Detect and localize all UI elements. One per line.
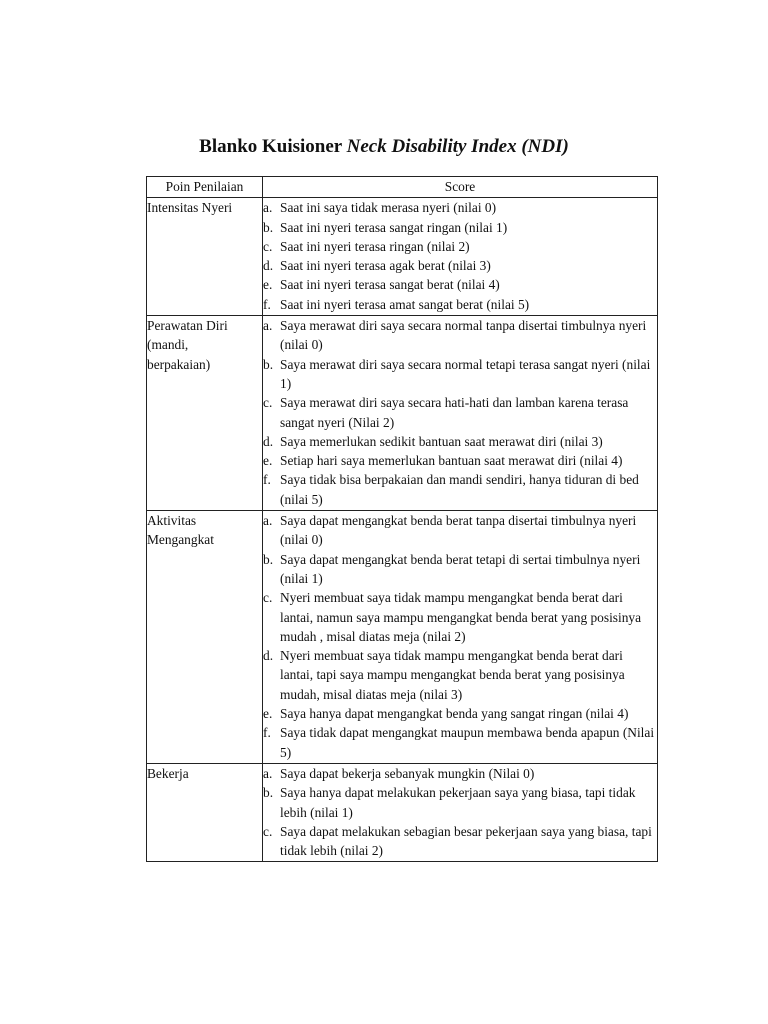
option-marker: d. xyxy=(263,648,274,664)
option-text: Saya merawat diri saya secara hati-hati dan lamban karena terasa sangat nyeri (Nilai 2) xyxy=(280,395,629,430)
table-row xyxy=(147,511,658,764)
table-row xyxy=(147,198,658,316)
list-item xyxy=(263,237,657,256)
option-marker: e. xyxy=(263,453,273,469)
list-item xyxy=(263,646,657,704)
section-label-line: Perawatan Diri xyxy=(147,318,228,334)
option-text: Saya tidak bisa berpakaian dan mandi sendiri, hanya tiduran di bed (nilai 5) xyxy=(280,472,639,507)
option-text: Saya merawat diri saya secara normal tanpa disertai timbulnya nyeri (nilai 0) xyxy=(280,318,647,353)
option-marker: b. xyxy=(263,219,274,235)
section-options xyxy=(263,198,658,316)
list-item xyxy=(263,198,657,217)
ndi-questionnaire-table xyxy=(146,176,658,862)
list-item xyxy=(263,393,657,432)
option-text: Saat ini nyeri terasa ringan (nilai 2) xyxy=(280,238,470,254)
list-item xyxy=(263,723,657,762)
option-marker: b. xyxy=(263,551,274,567)
list-item xyxy=(263,275,657,294)
option-marker: c. xyxy=(263,823,273,839)
option-marker: a. xyxy=(263,765,273,781)
list-item xyxy=(263,550,657,589)
list-item xyxy=(263,764,657,783)
section-label-line: berpakaian) xyxy=(147,356,211,372)
option-text: Saat ini nyeri terasa agak berat (nilai 3) xyxy=(280,258,491,274)
option-text: Saya dapat mengangkat benda berat tetapi di sertai timbulnya nyeri (nilai 1) xyxy=(280,551,641,586)
table-header-row xyxy=(147,177,658,198)
section-label-line: (mandi, xyxy=(147,337,189,353)
option-marker: f. xyxy=(263,296,271,312)
option-text: Saat ini nyeri terasa amat sangat berat (nilai 5) xyxy=(280,296,530,312)
option-marker: c. xyxy=(263,590,273,606)
option-list xyxy=(263,198,657,314)
option-text: Saya merawat diri saya secara normal tetapi terasa sangat nyeri (nilai 1) xyxy=(280,356,651,391)
option-marker: f. xyxy=(263,725,271,741)
section-label xyxy=(147,316,263,511)
option-text: Nyeri membuat saya tidak mampu mengangkat benda berat dari lantai, namun saya mampu mengangkat benda berat yang posisinya mudah , misal diatas meja (nilai 2) xyxy=(280,590,642,644)
document-title xyxy=(0,136,768,158)
option-text: Saya dapat bekerja sebanyak mungkin (Nilai 0) xyxy=(280,765,535,781)
option-marker: c. xyxy=(263,238,273,254)
list-item xyxy=(263,432,657,451)
list-item xyxy=(263,295,657,314)
header-poin-penilaian: Poin Penilaian xyxy=(147,177,263,198)
section-label-line: Aktivitas xyxy=(147,513,197,529)
option-marker: e. xyxy=(263,277,273,293)
section-label-line: Mengangkat xyxy=(147,532,214,548)
option-list xyxy=(263,511,657,762)
section-label-line: Bekerja xyxy=(147,765,189,781)
section-label xyxy=(147,198,263,316)
option-text: Saya dapat melakukan sebagian besar pekerjaan saya yang biasa, tapi tidak lebih (nilai 2) xyxy=(280,823,652,859)
list-item xyxy=(263,704,657,723)
list-item xyxy=(263,783,657,822)
section-options xyxy=(263,511,658,764)
title-main: Blanko Kuisioner xyxy=(199,136,342,157)
section-options xyxy=(263,763,658,861)
option-marker: a. xyxy=(263,200,273,216)
option-text: Saat ini saya tidak merasa nyeri (nilai 0) xyxy=(280,200,497,216)
option-list xyxy=(263,316,657,509)
section-label-line: Intensitas Nyeri xyxy=(147,200,233,216)
table-row xyxy=(147,316,658,511)
table-body xyxy=(147,198,658,862)
header-score: Score xyxy=(263,177,658,198)
option-text: Saya hanya dapat mengangkat benda yang sangat ringan (nilai 4) xyxy=(280,706,629,722)
option-marker: b. xyxy=(263,356,274,372)
option-text: Nyeri membuat saya tidak mampu mengangkat benda berat dari lantai, tapi saya mampu mengangkat benda berat yang posisinya mudah, misal diatas meja (nilai 3) xyxy=(280,648,625,702)
section-label xyxy=(147,763,263,861)
option-text: Saya hanya dapat melakukan pekerjaan saya yang biasa, tapi tidak lebih (nilai 1) xyxy=(280,785,636,820)
section-label xyxy=(147,511,263,764)
list-item xyxy=(263,355,657,394)
option-text: Saya dapat mengangkat benda berat tanpa disertai timbulnya nyeri (nilai 0) xyxy=(280,513,637,548)
option-text: Saat ini nyeri terasa sangat berat (nilai 4) xyxy=(280,277,500,293)
list-item xyxy=(263,822,657,861)
option-marker: f. xyxy=(263,472,271,488)
option-marker: b. xyxy=(263,785,274,801)
option-text: Saya tidak dapat mengangkat maupun membawa benda apapun (Nilai 5) xyxy=(280,725,655,760)
option-text: Saat ini nyeri terasa sangat ringan (nilai 1) xyxy=(280,219,508,235)
table-row xyxy=(147,763,658,861)
option-marker: d. xyxy=(263,433,274,449)
list-item xyxy=(263,511,657,550)
title-italic: Neck Disability Index (NDI) xyxy=(346,136,569,157)
section-options xyxy=(263,316,658,511)
list-item xyxy=(263,470,657,509)
option-text: Setiap hari saya memerlukan bantuan saat merawat diri (nilai 4) xyxy=(280,453,623,469)
list-item xyxy=(263,451,657,470)
option-marker: a. xyxy=(263,318,273,334)
option-marker: c. xyxy=(263,395,273,411)
option-list xyxy=(263,764,657,860)
list-item xyxy=(263,218,657,237)
option-marker: a. xyxy=(263,513,273,529)
list-item xyxy=(263,588,657,646)
list-item xyxy=(263,256,657,275)
option-marker: e. xyxy=(263,706,273,722)
option-marker: d. xyxy=(263,258,274,274)
option-text: Saya memerlukan sedikit bantuan saat merawat diri (nilai 3) xyxy=(280,433,603,449)
list-item xyxy=(263,316,657,355)
